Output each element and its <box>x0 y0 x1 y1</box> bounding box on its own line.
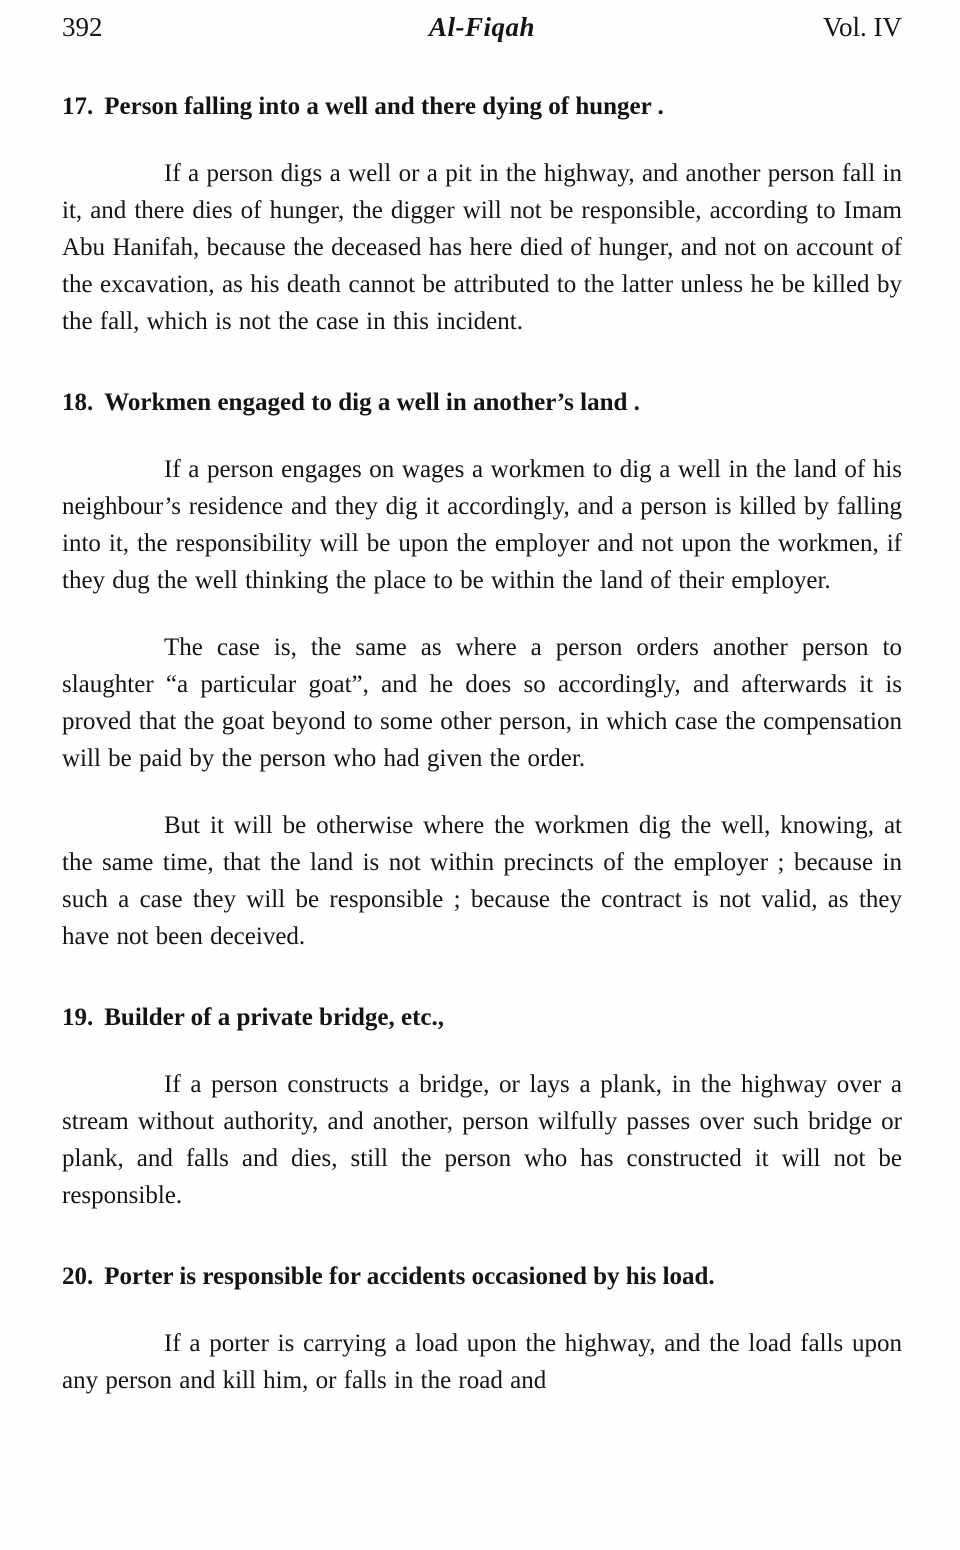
section-number: 20. <box>62 1263 94 1290</box>
page-body <box>62 88 902 1399</box>
section-title: Workmen engaged to dig a well in another’s land . <box>104 389 640 416</box>
paragraph: If a porter is carrying a load upon the highway, and the load falls upon any person and kill him, or falls in the road and <box>62 1330 902 1394</box>
section-heading <box>62 384 902 421</box>
section-number: 19. <box>62 1004 94 1031</box>
paragraph: If a person engages on wages a workmen to dig a well in the land of his neighbour’s residence and they dig it accordingly, and a person is killed by falling into it, the responsibility will be upon the employer and not upon the workmen, if they dug the well thinking the place to be within the land of their employer. <box>62 456 902 594</box>
section-19 <box>62 999 902 1214</box>
section-number: 18. <box>62 389 94 416</box>
section-title: Builder of a private bridge, etc., <box>104 1004 445 1031</box>
section-20 <box>62 1258 902 1399</box>
page-number: 392 <box>62 12 103 42</box>
section-17 <box>62 88 902 340</box>
paragraph: If a person constructs a bridge, or lays a plank, in the highway over a stream without authority, and another, person wilfully passes over such bridge or plank, and falls and dies, still the person who has constructed it will not be responsible. <box>62 1071 902 1209</box>
paragraph: The case is, the same as where a person orders another person to slaughter “a particular goat”, and he does so accordingly, and afterwards it is proved that the goat beyond to some other person, in which case the compensation will be paid by the person who had given the order. <box>62 634 902 772</box>
book-title: Al-Fiqah <box>428 12 536 42</box>
paragraph: If a person digs a well or a pit in the highway, and another person fall in it, and there dies of hunger, the digger will not be responsible, according to Imam Abu Hanifah, because the deceased has here died of hunger, and not on account of the excavation, as his death cannot be attributed to the latter unless he be killed by the fall, which is not the case in this incident. <box>62 160 902 335</box>
volume-label: Vol. IV <box>822 12 902 42</box>
section-heading <box>62 88 902 125</box>
section-18 <box>62 384 902 955</box>
section-title: Porter is responsible for accidents occasioned by his load. <box>104 1263 715 1290</box>
section-heading <box>62 999 902 1036</box>
section-heading <box>62 1258 902 1295</box>
section-title: Person falling into a well and there dying of hunger . <box>104 93 664 120</box>
section-number: 17. <box>62 93 94 120</box>
paragraph: But it will be otherwise where the workmen dig the well, knowing, at the same time, that the land is not within precincts of the employer ; because in such a case they will be responsible ; because the contract is not valid, as they have not been deceived. <box>62 812 902 950</box>
page-header <box>62 10 902 44</box>
